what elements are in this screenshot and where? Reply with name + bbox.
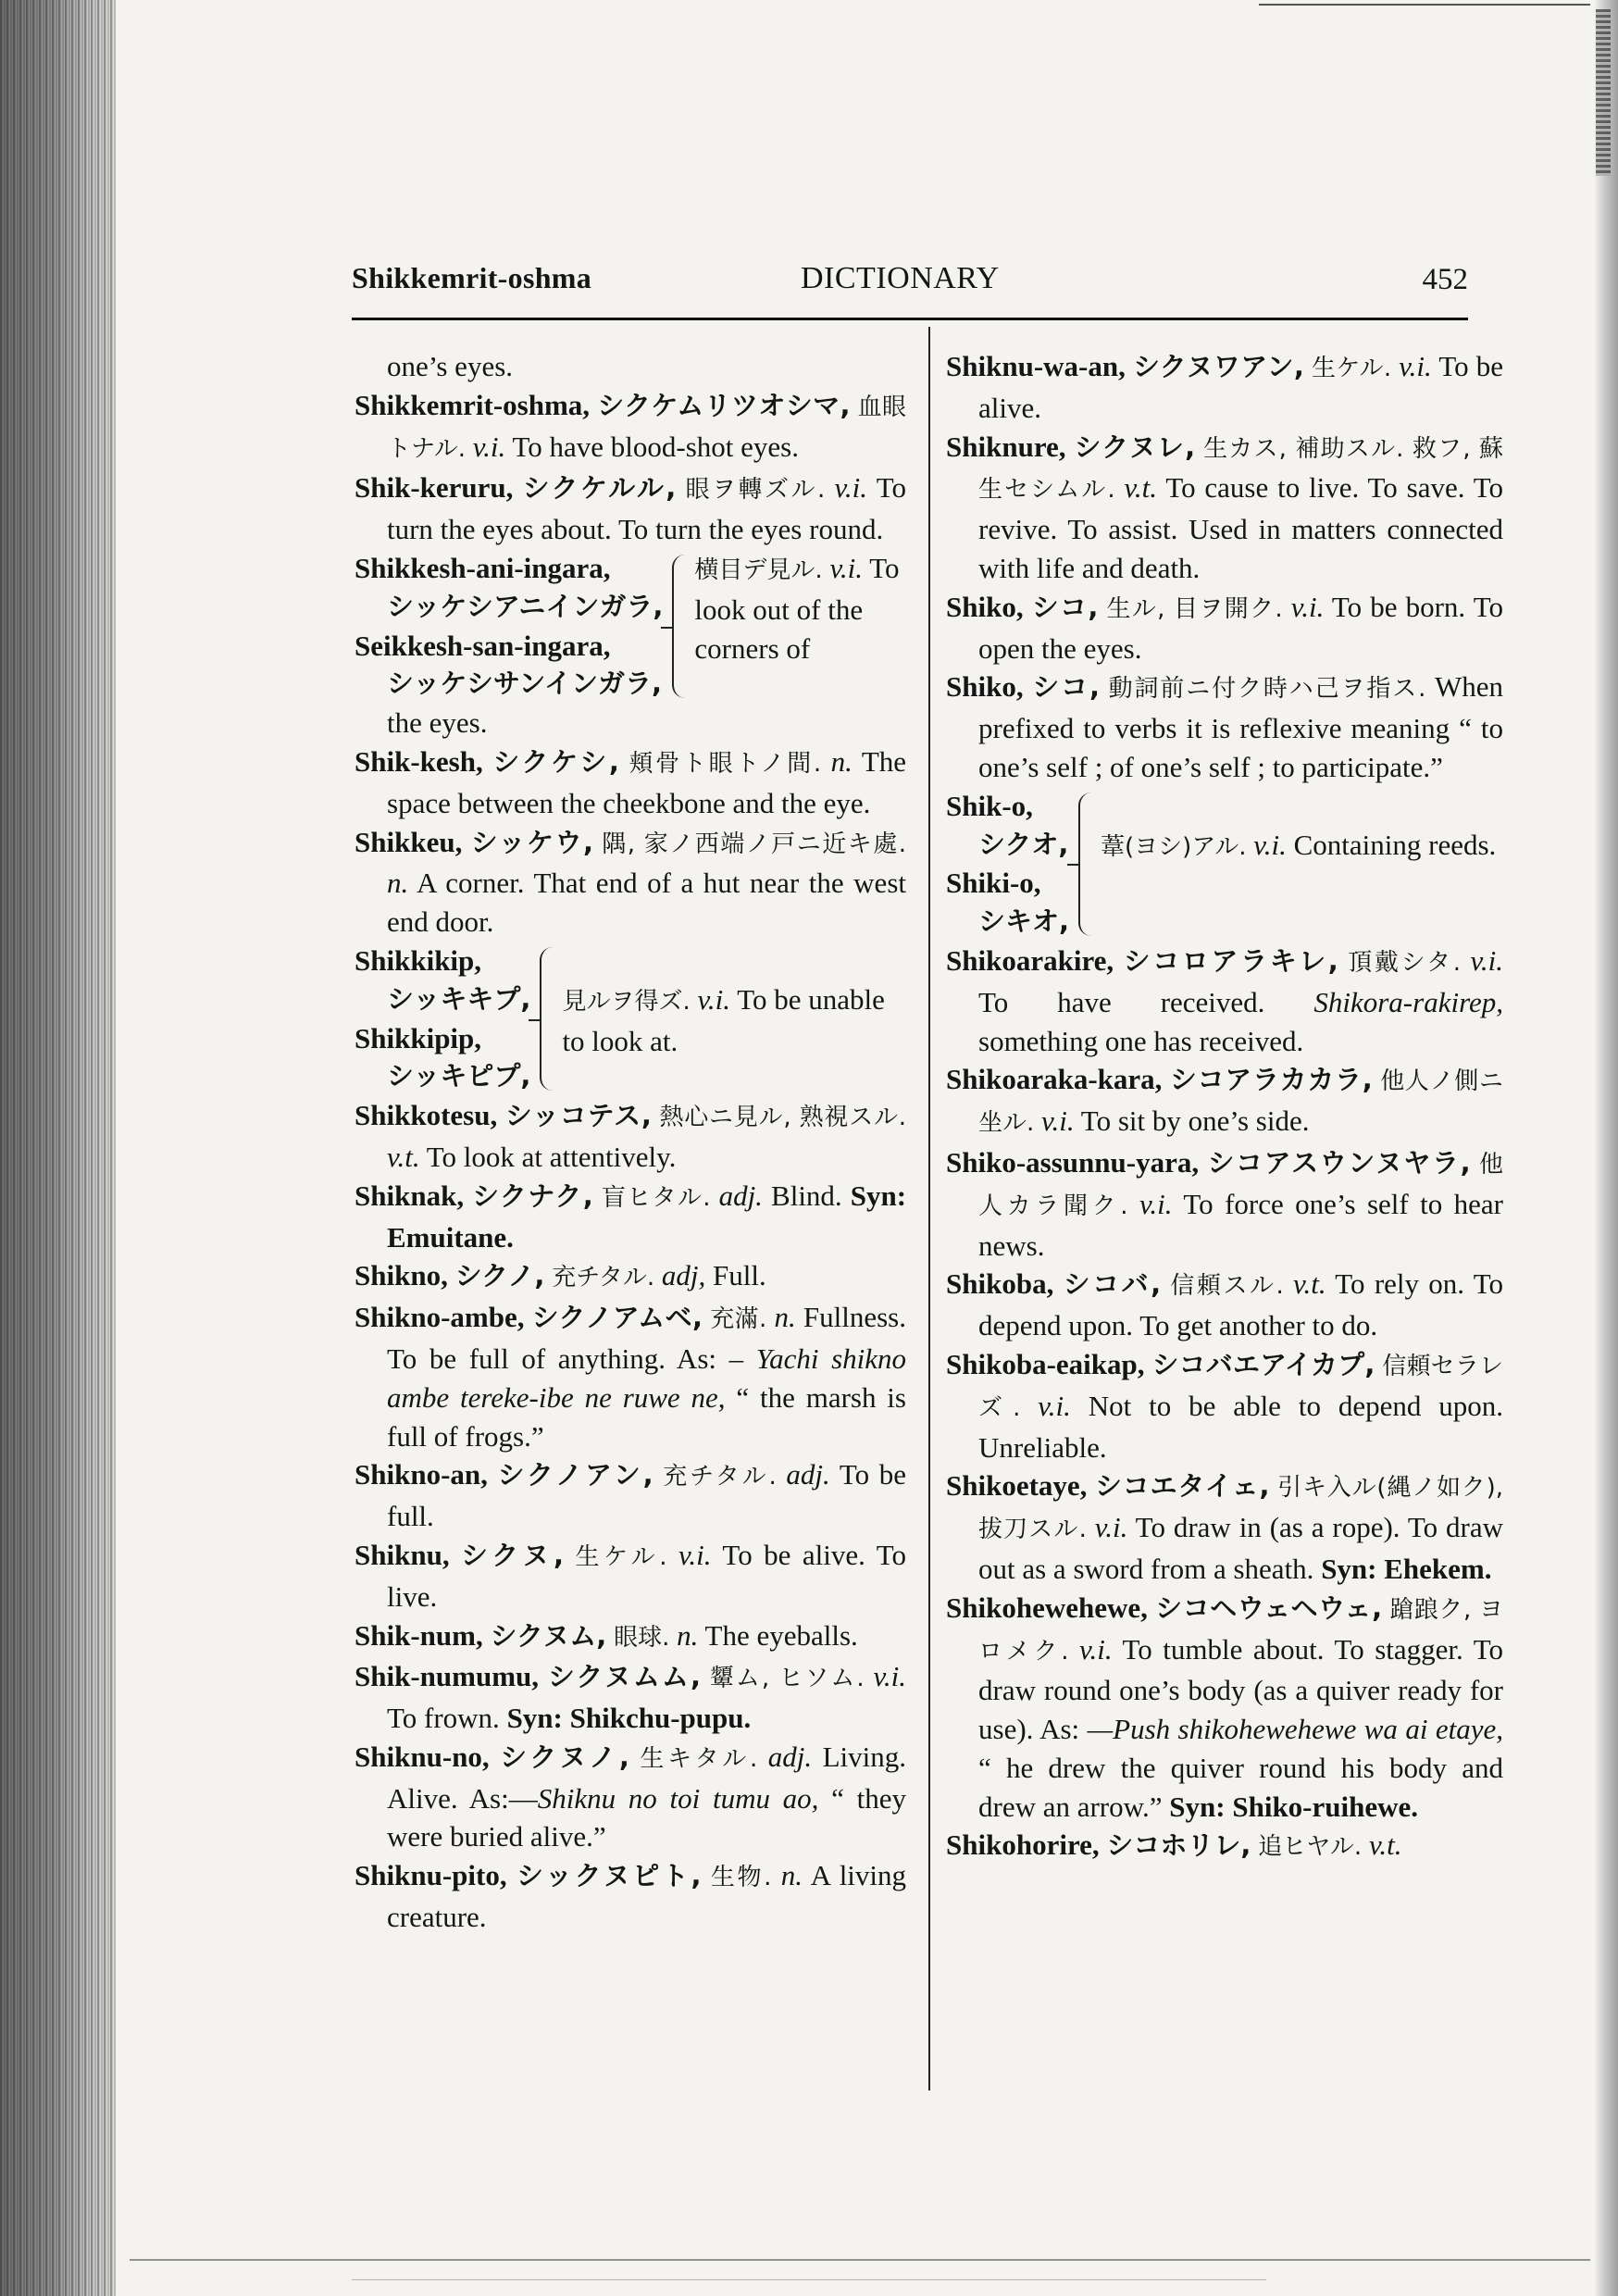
synonym: Emuitane. bbox=[387, 1220, 514, 1254]
katakana-reading: シクヌ, bbox=[461, 1539, 564, 1571]
headword: Shiki-o, bbox=[946, 867, 1041, 900]
dictionary-entry bbox=[946, 1466, 1503, 1588]
definition: To be alive. To live. bbox=[387, 1538, 906, 1613]
part-of-speech: n. bbox=[387, 867, 409, 900]
part-of-speech: adj. bbox=[767, 1740, 813, 1773]
japanese-gloss: 充チタル. bbox=[552, 1264, 655, 1292]
definition: Blind. bbox=[771, 1179, 842, 1212]
headword: Shiknu-pito, bbox=[355, 1859, 507, 1892]
japanese-gloss: 隅, 家ノ西端ノ戸ニ近キ處. bbox=[602, 830, 907, 858]
japanese-gloss: 熱心ニ見ル, 熟視スル. bbox=[659, 1104, 907, 1132]
definition: To look out of the corners of bbox=[694, 551, 900, 665]
headword: Shiknu-wa-an, bbox=[946, 350, 1126, 382]
dictionary-entry bbox=[355, 386, 906, 469]
part-of-speech: v.i. bbox=[678, 1538, 712, 1571]
dictionary-entry bbox=[355, 1177, 906, 1257]
dictionary-entry bbox=[355, 1657, 906, 1738]
part-of-speech: v.i. bbox=[1038, 1389, 1071, 1422]
part-of-speech: v.t. bbox=[1293, 1267, 1326, 1301]
katakana-reading: シコアラカカラ, bbox=[1169, 1064, 1373, 1096]
entry-continuation: one’s eyes. bbox=[387, 350, 514, 382]
example: Shiknu no toi tumu ao, bbox=[537, 1781, 819, 1815]
headword: Shikno, bbox=[355, 1259, 448, 1292]
katakana-reading: シクヌワアン, bbox=[1132, 351, 1304, 382]
katakana-reading: シッキピプ, bbox=[387, 1060, 531, 1092]
synonym: Shikchu-pupu. bbox=[569, 1702, 752, 1735]
katakana-reading: シクヌム, bbox=[490, 1619, 607, 1652]
translation: “ he drew the quiver round his body and drew an arrow.” bbox=[978, 1751, 1503, 1823]
katakana-reading: シコ, bbox=[1031, 591, 1099, 623]
example: – Yachi shikno ambe tereke-ibe ne ruwe ne, bbox=[387, 1341, 907, 1414]
part-of-speech: v.i. bbox=[1041, 1104, 1075, 1138]
part-of-speech: n. bbox=[830, 744, 853, 778]
dictionary-entry bbox=[355, 823, 906, 942]
katakana-reading: シッケシサンインガラ, bbox=[387, 668, 662, 700]
synonym-label: Syn: bbox=[1169, 1790, 1226, 1823]
katakana-reading: シクヌムム, bbox=[547, 1661, 701, 1693]
japanese-gloss: 生物. bbox=[710, 1864, 772, 1892]
definition: To be alive. bbox=[978, 350, 1504, 424]
definition: To frown. bbox=[387, 1702, 500, 1735]
definition: To force one’s self to hear news. bbox=[978, 1187, 1504, 1262]
katakana-reading: シクケルル, bbox=[522, 472, 677, 505]
headword: Shiko, bbox=[946, 590, 1024, 623]
katakana-reading: シコバエアイカプ, bbox=[1151, 1348, 1375, 1380]
headword: Shikkotesu, bbox=[355, 1099, 498, 1132]
part-of-speech: adj. bbox=[718, 1179, 763, 1212]
part-of-speech: v.t. bbox=[1124, 471, 1158, 505]
japanese-gloss: 生ル, 目ヲ開ク. bbox=[1106, 594, 1283, 623]
translation: “ they were buried alive.” bbox=[387, 1781, 906, 1853]
definition: To be born. To open the eyes. bbox=[978, 590, 1503, 665]
dictionary-entry bbox=[946, 1143, 1503, 1265]
translation: “ the marsh is full of frogs.” bbox=[387, 1380, 906, 1453]
dictionary-entry bbox=[355, 1616, 906, 1658]
katakana-reading: シクノアムベ, bbox=[531, 1302, 703, 1334]
definition: To tumble about. To stagger. To draw round one’s body (as a quiver ready for use). As: bbox=[978, 1632, 1503, 1746]
headword: Shikoetaye, bbox=[946, 1469, 1088, 1503]
part-of-speech: v.i. bbox=[1253, 828, 1287, 861]
definition: Containing reeds. bbox=[1293, 828, 1497, 861]
synonym: Shiko-ruihewe. bbox=[1232, 1790, 1419, 1823]
definition: To draw in (as a rope). To draw out as a sword from a sheath. bbox=[978, 1511, 1504, 1585]
japanese-gloss: 眼球. bbox=[614, 1623, 670, 1652]
japanese-gloss: 生カス, 補助スル. 救フ, 蘇生セシムル. bbox=[978, 434, 1504, 505]
katakana-reading: シコヘウェヘウェ, bbox=[1155, 1591, 1383, 1624]
entry-continuation: the eyes. bbox=[387, 706, 488, 740]
part-of-speech: n. bbox=[677, 1618, 699, 1652]
scan-top-line bbox=[1259, 4, 1590, 6]
headword: Shikoarakire, bbox=[946, 943, 1114, 977]
definition: A corner. That end of a hut near the west end door. bbox=[387, 867, 906, 939]
japanese-gloss: 充チタル. bbox=[663, 1463, 777, 1491]
headword: Shik-o, bbox=[946, 789, 1033, 822]
japanese-gloss: 眼ヲ轉ズル. bbox=[685, 476, 826, 505]
scan-edge-mark bbox=[1596, 9, 1611, 176]
japanese-gloss: 動詞前ニ付ク時ハ己ヲ指ス. bbox=[1108, 675, 1426, 704]
dictionary-entry bbox=[946, 588, 1503, 668]
part-of-speech: n. bbox=[774, 1301, 796, 1334]
guide-word: Shikkemrit-oshma bbox=[352, 261, 592, 294]
dictionary-entry bbox=[355, 1856, 906, 1937]
dictionary-entry bbox=[946, 1345, 1503, 1466]
japanese-gloss: 生キタル. bbox=[640, 1744, 758, 1773]
running-header bbox=[352, 261, 1468, 307]
synonym-label: Syn: bbox=[850, 1179, 907, 1212]
katakana-reading: シッコテス, bbox=[504, 1100, 652, 1132]
scan-bottom-line bbox=[352, 2279, 1266, 2280]
japanese-gloss: 引キ入ル(縄ノ如ク), 拔刀スル. bbox=[978, 1474, 1503, 1544]
headword: Shik-keruru, bbox=[355, 471, 514, 505]
dictionary-entry bbox=[946, 347, 1503, 428]
scan-bottom-line bbox=[130, 2259, 1590, 2261]
japanese-gloss: 信頼スル. bbox=[1170, 1272, 1284, 1301]
headword: Shiko, bbox=[946, 670, 1024, 704]
katakana-reading: シッケウ, bbox=[470, 826, 594, 858]
headword: Seikkesh-san-ingara, bbox=[355, 629, 611, 662]
headword: Shiknu, bbox=[355, 1538, 450, 1571]
definition: To be unable to look at. bbox=[562, 982, 885, 1057]
definition: To sit by one’s side. bbox=[1080, 1104, 1310, 1138]
katakana-reading: シクナク, bbox=[472, 1179, 593, 1212]
katakana-reading: シコエタイェ, bbox=[1095, 1470, 1270, 1503]
japanese-gloss: 他人カラ聞ク. bbox=[978, 1150, 1503, 1220]
headword: Shik-num, bbox=[355, 1618, 483, 1652]
dictionary-entry bbox=[946, 1060, 1503, 1143]
synonym: Ehekem. bbox=[1384, 1552, 1492, 1585]
synonym-label: Syn: bbox=[506, 1702, 563, 1735]
dictionary-entry bbox=[946, 668, 1503, 786]
bracketed-entry-group bbox=[946, 787, 1503, 942]
japanese-gloss: 盲ヒタル. bbox=[601, 1183, 711, 1212]
bracketed-entry-group bbox=[355, 549, 906, 704]
japanese-gloss: 生ケル. bbox=[575, 1542, 667, 1571]
katakana-reading: シックヌピト, bbox=[516, 1860, 702, 1892]
definition: To rely on. To depend upon. To get another to do. bbox=[978, 1267, 1503, 1342]
dictionary-entry bbox=[355, 742, 906, 823]
page-title: DICTIONARY bbox=[801, 261, 1000, 295]
part-of-speech: v.i. bbox=[1079, 1632, 1113, 1666]
dictionary-entry bbox=[946, 1589, 1503, 1827]
katakana-reading: シクヌレ, bbox=[1074, 430, 1196, 463]
definition: Fullness. To be full of anything. As: bbox=[387, 1301, 906, 1375]
bracketed-entry-group bbox=[355, 942, 906, 1096]
example: Shikora-rakirep, bbox=[1313, 985, 1503, 1018]
brace bbox=[540, 947, 554, 1091]
japanese-gloss: 信頼セラレズ. bbox=[978, 1352, 1504, 1422]
brace bbox=[1078, 792, 1093, 936]
definition: To cause to live. To save. To revive. To assist. Used in matters connected with life and death. bbox=[978, 471, 1503, 584]
headword: Shiknure, bbox=[946, 430, 1066, 463]
japanese-gloss: 蹌踉ク, ヨロメク. bbox=[978, 1595, 1504, 1666]
japanese-gloss: 生ケル. bbox=[1312, 355, 1392, 382]
japanese-gloss: 他人ノ側ニ坐ル. bbox=[978, 1067, 1503, 1138]
katakana-reading: シクノ, bbox=[454, 1260, 545, 1292]
headword: Shikoba-eaikap, bbox=[946, 1347, 1145, 1380]
headword: Shikkipip, bbox=[355, 1021, 482, 1054]
column-divider bbox=[928, 327, 930, 2090]
headword: Shiknak, bbox=[355, 1179, 465, 1212]
katakana-reading: シキオ, bbox=[978, 905, 1070, 938]
right-column bbox=[946, 347, 1503, 1867]
dictionary-entry bbox=[946, 1265, 1503, 1345]
part-of-speech: v.i. bbox=[1094, 1511, 1128, 1544]
definition: The space between the cheekbone and the eye. bbox=[387, 744, 907, 819]
part-of-speech: v.i. bbox=[472, 430, 506, 463]
definition: To have blood-shot eyes. bbox=[512, 430, 799, 463]
headword: Shikno-ambe, bbox=[355, 1301, 525, 1334]
dictionary-entry bbox=[355, 1096, 906, 1177]
dictionary-entry bbox=[355, 1256, 906, 1298]
headword: Shik-numumu, bbox=[355, 1660, 540, 1693]
katakana-reading: シクヌノ, bbox=[500, 1741, 629, 1773]
headword: Shikohorire, bbox=[946, 1828, 1100, 1862]
japanese-gloss: 追ヒヤル. bbox=[1258, 1833, 1363, 1862]
definition: A living creature. bbox=[387, 1859, 907, 1934]
japanese-gloss: 頬骨ト眼トノ間. bbox=[629, 749, 822, 778]
katakana-reading: シッケシアニインガラ, bbox=[387, 590, 664, 622]
part-of-speech: v.i. bbox=[829, 551, 864, 584]
headword: Shiknu-no, bbox=[355, 1740, 490, 1773]
definition: Not to be able to depend upon. Unreliable. bbox=[978, 1389, 1503, 1464]
part-of-speech: adj, bbox=[661, 1259, 706, 1292]
japanese-gloss: 頂戴シタ. bbox=[1348, 948, 1462, 977]
japanese-gloss: 血眼トナル. bbox=[387, 393, 906, 463]
translation: something one has received. bbox=[978, 1024, 1304, 1057]
headword: Shikoba, bbox=[946, 1267, 1054, 1301]
headword: Shikno-an, bbox=[355, 1458, 488, 1491]
definition: The eyeballs. bbox=[704, 1618, 858, 1652]
headword: Shikkesh-ani-ingara, bbox=[355, 551, 611, 584]
dictionary-entry bbox=[355, 1738, 906, 1856]
synonym-label: Syn: bbox=[1321, 1552, 1377, 1585]
katakana-reading: シコバ, bbox=[1063, 1268, 1162, 1301]
headword: Shikoaraka-kara, bbox=[946, 1063, 1163, 1096]
part-of-speech: n. bbox=[780, 1859, 803, 1892]
page-number: 452 bbox=[1422, 263, 1468, 296]
part-of-speech: v.i. bbox=[1399, 350, 1432, 382]
headword: Shikkikip, bbox=[355, 943, 482, 977]
dictionary-entry bbox=[355, 468, 906, 549]
katakana-reading: シッキキプ, bbox=[387, 982, 531, 1015]
definition: To have received. bbox=[978, 985, 1265, 1018]
dictionary-entry bbox=[355, 1536, 906, 1616]
katakana-reading: シクオ, bbox=[978, 828, 1069, 860]
brace bbox=[672, 555, 687, 698]
definition: When prefixed to verbs it is reflexive meaning “ to one’s self ; of one’s self ; to participate.” bbox=[978, 670, 1503, 783]
katakana-reading: シコホリレ, bbox=[1106, 1829, 1251, 1862]
headword: Shiko-assunnu-yara, bbox=[946, 1145, 1200, 1179]
definition: To be full. bbox=[387, 1458, 907, 1533]
headword: Shik-kesh, bbox=[355, 744, 483, 778]
katakana-reading: シコ, bbox=[1032, 671, 1100, 704]
japanese-gloss: 見ルヲ得ズ. bbox=[562, 987, 691, 1016]
katakana-reading: シクケムリツオシマ, bbox=[597, 389, 851, 421]
katakana-reading: シクノアン, bbox=[497, 1459, 653, 1491]
part-of-speech: v.i. bbox=[697, 982, 731, 1016]
part-of-speech: v.i. bbox=[834, 471, 868, 505]
japanese-gloss: 葦(ヨシ)アル. bbox=[1101, 832, 1247, 861]
katakana-reading: シコロアラキレ, bbox=[1123, 944, 1338, 977]
japanese-gloss: 充滿. bbox=[710, 1305, 767, 1334]
dictionary-entry bbox=[946, 1826, 1503, 1867]
katakana-reading: シクケシ, bbox=[492, 745, 619, 778]
katakana-reading: シコアスウンヌヤラ, bbox=[1207, 1146, 1471, 1179]
part-of-speech: v.t. bbox=[387, 1140, 420, 1173]
scan-edge-right bbox=[1594, 0, 1618, 2296]
part-of-speech: v.t. bbox=[1368, 1828, 1402, 1862]
left-column bbox=[355, 347, 906, 1937]
headword: Shikohewehewe, bbox=[946, 1591, 1148, 1624]
part-of-speech: v.i. bbox=[1290, 590, 1325, 623]
scan-edge-left bbox=[0, 0, 116, 2296]
header-rule bbox=[352, 318, 1468, 320]
headword: Shikkeu, bbox=[355, 825, 463, 858]
definition: To look at attentively. bbox=[426, 1140, 677, 1173]
part-of-speech: v.i. bbox=[873, 1660, 907, 1693]
part-of-speech: adj. bbox=[786, 1458, 830, 1491]
definition: Living. Alive. As:— bbox=[387, 1740, 907, 1815]
dictionary-entry bbox=[355, 1455, 906, 1536]
headword: Shikkemrit-oshma, bbox=[355, 388, 591, 421]
definition: To turn the eyes about. To turn the eyes round. bbox=[387, 471, 906, 546]
part-of-speech: v.i. bbox=[1470, 943, 1504, 977]
dictionary-entry bbox=[946, 428, 1503, 588]
part-of-speech: v.i. bbox=[1139, 1187, 1173, 1220]
example: —Push shikohewehewe wa ai etaye, bbox=[1087, 1713, 1503, 1746]
dictionary-entry bbox=[946, 942, 1503, 1060]
dictionary-entry bbox=[355, 1298, 906, 1455]
japanese-gloss: 横目デ見ル. bbox=[694, 555, 823, 584]
definition: Full. bbox=[713, 1259, 766, 1292]
japanese-gloss: 顰ム, ヒソム. bbox=[709, 1665, 865, 1693]
